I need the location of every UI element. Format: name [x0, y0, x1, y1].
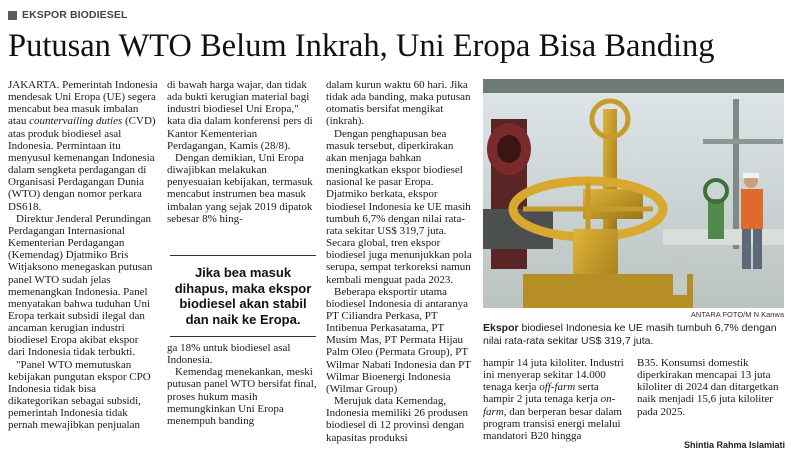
article-column-1 — [8, 79, 158, 432]
photo-credit: ANTARA FOTO/M N Kanwa — [690, 310, 784, 319]
caption-text: biodiesel Indonesia ke UE masih tumbuh 6,7% dengan nilai rata-rata sekitar US$ 319,7 juta. — [483, 322, 777, 347]
article-column-5 — [637, 357, 785, 418]
refinery-valve-photo-image — [483, 79, 784, 308]
paragraph: Dengan demikian, Uni Eropa diwajibkan melakukan penyesuaian kebijakan, termasuk mencabut instrumen bea masuk imbalan yang sejak 2019 dipatok sebesar 8% hing- — [167, 151, 313, 225]
pull-quote-text: Jika bea masuk dihapus, maka ekspor biodiesel akan stabil dan naik ke Eropa. — [174, 265, 312, 327]
rubric-label: EKSPOR BIODIESEL — [22, 9, 128, 21]
article-column-3 — [326, 79, 476, 444]
paragraph: Direktur Jenderal Perundingan Perdagangan Internasional Kementerian Perdagangan (Kemendag) Djatmiko Bris Witjaksono menegaskan putusan panel WTO sudah jelas memenangkan Indonesia. Panel menyatakan bahwa tuduhan Uni Eropa terkait subsidi ilegal dan ancaman kerugian industri biodiesel Eropa akibat ekspor dari Indonesia tidak terbukti. — [8, 212, 153, 359]
caption-lead: Ekspor — [483, 322, 519, 334]
author-byline: Shintia Rahma Islamiati — [683, 440, 785, 450]
paragraph: JAKARTA. Pemerintah Indonesia mendesak Uni Eropa (UE) segera mencabut bea masuk imbalan atau countervailing duties (CVD) atas produk biodiesel asal Indonesia. Permintaan itu menyusul kemenangan Indonesia dalam sengketa perdagangan di Organisasi Perdagangan Dunia (WTO) dengan nomor perkara DS618. — [8, 79, 158, 213]
paragraph: dalam kurun waktu 60 hari. Jika tidak ada banding, maka putusan otomatis bersifat mengikat (inkrah). — [326, 79, 471, 128]
paragraph: hampir 14 juta kiloliter. Industri ini menyerap sekitar 14.000 tenaga kerja off-farm serta hampir 2 juta tenaga kerja on-farm, dan berperan besar dalam program transisi energi melalui mandatori B20 hingga — [483, 357, 624, 442]
news-photo — [483, 79, 784, 308]
section-rubric — [8, 8, 127, 22]
photo-caption — [483, 322, 784, 348]
article-column-2-top — [167, 79, 317, 225]
paragraph: Beberapa eksportir utama biodiesel Indonesia di antaranya PT Ciliandra Perkasa, PT Intibenua Perkasatama, PT Musim Mas, PT Permata Hijau Palm Oleo (Permata Group), PT Wilmar Nabati Indonesia dan PT Wilmar Bioenergi Indonesia (Wilmar Group) — [326, 285, 471, 395]
headline: Putusan WTO Belum Inkrah, Uni Eropa Bisa Banding — [8, 28, 715, 64]
article-column-2-bottom — [167, 342, 317, 427]
paragraph: Dengan penghapusan bea masuk tersebut, diperkirakan akan menjaga bahkan meningkatkan ekspor biodiesel nasional ke pasar Eropa. Djatmiko berkata, ekspor biodiesel Indonesia ke UE masih tumbuh 6,7% dengan nilai rata-rata sekitar US$ 319,7 juta. Secara global, tren ekspor biodiesel juga menunjukkan pola serupa, sempat terkoreksi namun kembali menguat pada 2023. — [326, 127, 472, 286]
paragraph: ga 18% untuk biodiesel asal Indonesia. — [167, 342, 291, 367]
paragraph: "Panel WTO memutuskan kebijakan pungutan ekspor CPO Indonesia tidak bisa dikategorikan sebagai subsidi, pemerintah Indonesia tidak pernah mewajibkan penjualan — [8, 358, 151, 432]
pull-quote — [170, 255, 316, 337]
article-column-4 — [483, 357, 629, 442]
rubric-square-icon — [8, 11, 17, 20]
paragraph: Kemendag menekankan, meski putusan panel WTO bersifat final, proses hukum masih memungkinkan Uni Eropa menempuh banding — [167, 366, 317, 427]
paragraph: di bawah harga wajar, dan tidak ada bukti kerugian material bagi industri biodiesel Uni Eropa," kata dia dalam konferensi pers di Kantor Kementerian Perdagangan, Kamis (28/8). — [167, 79, 313, 152]
paragraph: Merujuk data Kemendag, Indonesia memiliki 26 produsen biodiesel di 12 provinsi dengan kapasitas produksi — [326, 395, 469, 444]
paragraph: B35. Konsumsi domestik diperkirakan mencapai 13 juta kiloliter di 2024 dan ditargetkan naik menjadi 15,6 juta kiloliter pada 2025. — [637, 357, 779, 418]
